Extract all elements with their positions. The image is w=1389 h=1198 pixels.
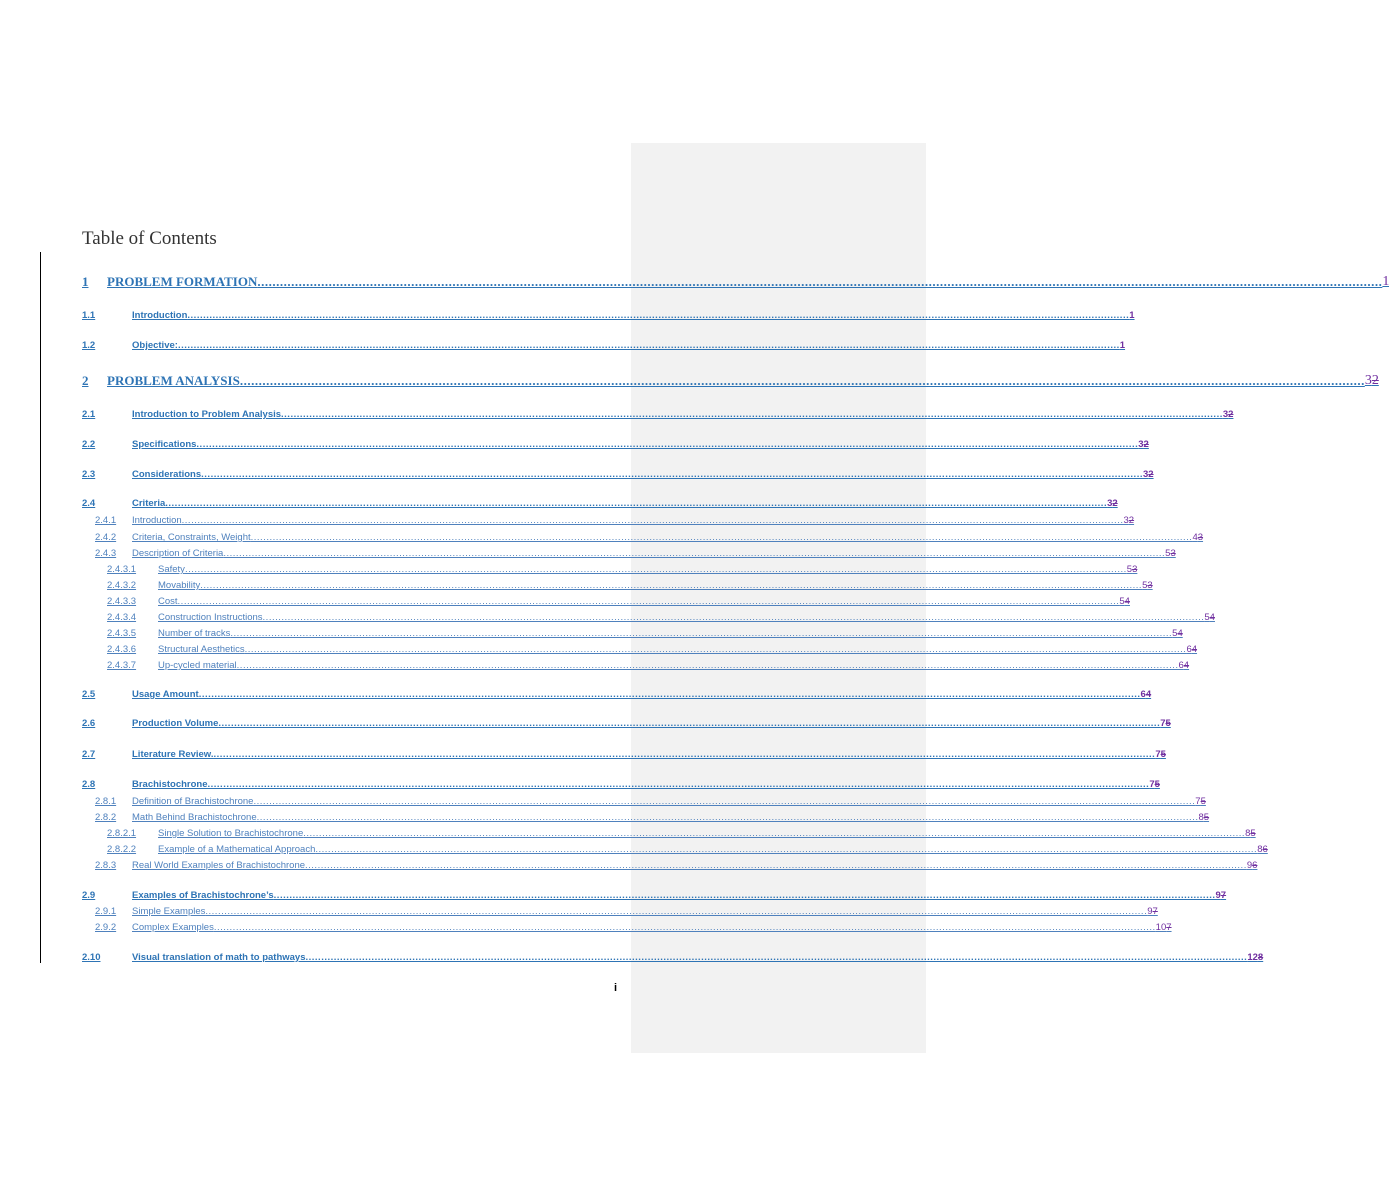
toc-dot-leader: ............................................................................................................................................................................................................................................................................................................	[236, 660, 1179, 671]
toc-entry-page	[1186, 644, 1197, 655]
toc-title: Table of Contents	[82, 228, 217, 249]
toc-entry-page	[1142, 580, 1153, 591]
toc-entry-number: 2.9.1	[95, 906, 117, 917]
toc-entry-label: Number of tracks	[158, 628, 231, 639]
toc-entry-page-deleted: 2	[1371, 373, 1379, 388]
toc-entry-page	[1127, 564, 1138, 575]
toc-entry-page-inserted: 1	[1382, 274, 1389, 289]
toc-entry-label: Criteria	[132, 498, 166, 509]
toc-entry-label: Construction Instructions	[158, 612, 263, 623]
toc-entry[interactable]	[82, 272, 1389, 290]
toc-entry[interactable]	[82, 917, 1172, 933]
toc-entry-label: Example of a Mathematical Approach	[158, 844, 316, 855]
toc-entry[interactable]	[82, 510, 1135, 526]
toc-entry[interactable]	[82, 839, 1268, 855]
toc-dot-leader: ............................................................................................................................................................................................................................................................................................................	[165, 498, 1108, 509]
toc-entry-page	[1149, 779, 1160, 790]
toc-entry-label: Up-cycled material	[158, 660, 237, 671]
toc-entry-label: Usage Amount	[132, 689, 199, 700]
toc-entry-number: 2.4.3	[95, 548, 117, 559]
toc-entry-page-deleted: 2	[1148, 469, 1154, 480]
toc-dot-leader: ............................................................................................................................................................................................................................................................................................................	[213, 922, 1156, 933]
toc-entry-number: 2.9	[82, 890, 96, 901]
toc-entry-number: 2.5	[82, 689, 96, 700]
toc-entry-number: 2.4	[82, 498, 96, 509]
toc-dot-leader: ............................................................................................................................................................................................................................................................................................................	[207, 779, 1150, 790]
toc-dot-leader: ............................................................................................................................................................................................................................................................................................................	[198, 689, 1141, 700]
toc-dot-leader: ............................................................................................................................................................................................................................................................................................................	[250, 532, 1193, 543]
toc-entry-page-deleted: 4	[1145, 689, 1152, 700]
toc-dot-leader: ............................................................................................................................................................................................................................................................................................................	[200, 580, 1143, 591]
toc-entry-page	[1257, 844, 1268, 855]
toc-entry-number: 2.4.3.2	[107, 580, 137, 591]
toc-entry-page-inserted: 5	[1119, 596, 1125, 607]
toc-entry[interactable]	[82, 947, 1264, 963]
toc-entry-page	[1365, 373, 1379, 389]
toc-dot-leader: ............................................................................................................................................................................................................................................................................................................	[205, 906, 1148, 917]
toc-entry-label: Safety	[158, 564, 185, 575]
toc-entry-number: 2.1	[82, 409, 96, 420]
toc-entry-page	[1172, 628, 1183, 639]
toc-entry-label: PROBLEM ANALYSIS	[107, 373, 240, 388]
toc-entry-label: Introduction	[132, 310, 188, 321]
toc-entry-page-inserted: 9	[1215, 890, 1221, 901]
toc-entry[interactable]	[82, 623, 1183, 639]
toc-entry-page-deleted: 6	[1262, 844, 1268, 855]
toc-entry-page	[1156, 922, 1172, 933]
toc-entry-page	[1192, 532, 1203, 543]
toc-entry-page	[1165, 548, 1176, 559]
toc-dot-leader: ............................................................................................................................................................................................................................................................................................................	[305, 860, 1247, 871]
toc-entry[interactable]	[82, 823, 1256, 839]
toc-entry-page	[1107, 498, 1118, 509]
toc-entry-number: 2.4.3.6	[107, 644, 137, 655]
toc-dot-leader: ............................................................................................................................................................................................................................................................................................................	[281, 409, 1223, 420]
toc-entry[interactable]	[82, 855, 1258, 871]
toc-entry-page	[1198, 812, 1209, 823]
toc-entry-page-inserted: 5	[1126, 564, 1133, 575]
toc-entry[interactable]	[82, 807, 1210, 823]
toc-entry-label: Production Volume	[132, 718, 219, 729]
toc-entry-page	[1143, 469, 1154, 480]
toc-entry-page-inserted: 12	[1247, 952, 1258, 963]
toc-entry-page-deleted: 3	[1170, 548, 1176, 559]
toc-entry-page	[1119, 596, 1130, 607]
toc-entry[interactable]	[82, 527, 1204, 543]
toc-entry-number: 2.10	[82, 952, 101, 963]
toc-entry-label: Considerations	[132, 469, 202, 480]
toc-entry[interactable]	[82, 493, 1118, 509]
toc-entry-page-inserted: 3	[1107, 498, 1113, 509]
toc-dot-leader: ............................................................................................................................................................................................................................................................................................................	[262, 612, 1205, 623]
toc-entry-page	[1120, 340, 1125, 351]
toc-entry-page-inserted: 6	[1140, 689, 1146, 700]
toc-entry-page-inserted: 8	[1245, 828, 1251, 839]
toc-entry-page-inserted: 7	[1149, 779, 1155, 790]
toc-entry-number: 2.4.1	[95, 515, 117, 526]
toc-entry-label: Real World Examples of Brachistochrone	[132, 860, 306, 871]
toc-entry-page	[1223, 409, 1234, 420]
toc-entry-number: 2.4.2	[95, 532, 117, 543]
toc-entry-label: Brachistochrone	[132, 779, 208, 790]
toc-entry-label: Simple Examples	[132, 906, 206, 917]
toc-entry-page-inserted: 3	[1222, 409, 1229, 420]
toc-dot-leader: ............................................................................................................................................................................................................................................................................................................	[177, 340, 1120, 351]
toc-entry-page-deleted: 2	[1143, 439, 1149, 450]
toc-entry[interactable]	[82, 885, 1227, 901]
toc-entry[interactable]	[82, 305, 1135, 321]
toc-entry-page-deleted: 3	[1197, 532, 1204, 543]
toc-entry-number: 2.6	[82, 718, 96, 729]
toc-entry-page-deleted: 4	[1124, 596, 1130, 607]
toc-entry-page-deleted: 7	[1166, 922, 1172, 933]
toc-entry-label: Introduction to Problem Analysis	[132, 409, 282, 420]
toc-dot-leader: ............................................................................................................................................................................................................................................................................................................	[196, 439, 1139, 450]
toc-entry-page	[1155, 749, 1166, 760]
toc-entry-page	[1247, 860, 1258, 871]
toc-entry[interactable]	[82, 744, 1166, 760]
toc-entry-page-inserted: 8	[1198, 812, 1204, 823]
toc-dot-leader: ............................................................................................................................................................................................................................................................................................................	[181, 515, 1124, 526]
toc-entry-page-inserted: 3	[1123, 515, 1129, 526]
toc-entry-number: 2.4.3.7	[107, 660, 137, 671]
toc-entry-page	[1382, 274, 1389, 290]
toc-entry-number: 2.8.2.2	[107, 844, 137, 855]
toc-entry[interactable]	[82, 639, 1198, 655]
toc-entry-label: Structural Aesthetics	[158, 644, 245, 655]
toc-entry-number: 1	[82, 274, 89, 289]
toc-entry-number: 2.2	[82, 439, 96, 450]
toc-dot-leader: ............................................................................................................................................................................................................................................................................................................	[257, 274, 1383, 289]
toc-entry-page-deleted: 8	[1257, 952, 1264, 963]
toc-entry-page-inserted: 4	[1192, 532, 1198, 543]
toc-dot-leader: ............................................................................................................................................................................................................................................................................................................	[244, 644, 1187, 655]
toc-entry-page-inserted: 10	[1155, 922, 1167, 933]
toc-entry[interactable]	[82, 335, 1126, 351]
toc-entry-label: Single Solution to Brachistochrone	[158, 828, 304, 839]
toc-entry-page-deleted: 5	[1154, 779, 1160, 790]
toc-dot-leader: ............................................................................................................................................................................................................................................................................................................	[315, 844, 1258, 855]
toc-entry-number: 2.3	[82, 469, 96, 480]
toc-entry-label: Description of Criteria	[132, 548, 224, 559]
toc-entry-page-deleted: 2	[1128, 515, 1135, 526]
toc-entry-page	[1141, 689, 1152, 700]
toc-entry-page-deleted: 4	[1191, 644, 1198, 655]
toc-entry-page-inserted: 5	[1142, 580, 1148, 591]
toc-entry[interactable]	[82, 591, 1130, 607]
toc-entry-number: 2.8.2.1	[107, 828, 137, 839]
toc-dot-leader: ............................................................................................................................................................................................................................................................................................................	[230, 628, 1173, 639]
toc-dot-leader: ............................................................................................................................................................................................................................................................................................................	[305, 952, 1248, 963]
toc-entry-page-deleted: 4	[1209, 612, 1215, 623]
toc-entry-number: 2.8.3	[95, 860, 117, 871]
toc-entry[interactable]	[82, 559, 1138, 575]
toc-entry[interactable]	[82, 774, 1160, 790]
toc-dot-leader: ............................................................................................................................................................................................................................................................................................................	[187, 310, 1130, 321]
toc-dot-leader: ............................................................................................................................................................................................................................................................................................................	[184, 564, 1127, 575]
page-number: i	[614, 982, 618, 994]
toc-entry-label: Visual translation of math to pathways	[132, 952, 306, 963]
toc-dot-leader: ............................................................................................................................................................................................................................................................................................................	[213, 749, 1156, 760]
toc-dot-leader: ............................................................................................................................................................................................................................................................................................................	[177, 596, 1120, 607]
toc-dot-leader: ............................................................................................................................................................................................................................................................................................................	[273, 890, 1216, 901]
toc-entry-page	[1179, 660, 1190, 671]
toc-entry[interactable]	[82, 464, 1154, 480]
toc-entry-number: 2.8.2	[95, 812, 117, 823]
toc-entry-page	[1138, 439, 1149, 450]
toc-entry-page	[1129, 310, 1134, 321]
toc-entry-page	[1147, 906, 1158, 917]
toc-entry[interactable]	[82, 607, 1215, 623]
toc-entry-page-inserted: 1	[1129, 310, 1135, 321]
toc-entry-label: Literature Review.	[132, 749, 214, 760]
toc-entry-page	[1195, 796, 1206, 807]
toc-entry[interactable]	[82, 371, 1379, 389]
toc-entry-number: 2.4.3.3	[107, 596, 137, 607]
toc-entry-page	[1123, 515, 1134, 526]
toc-entry-number: 2.4.3.1	[107, 564, 137, 575]
toc-entry-page-deleted: 5	[1250, 828, 1256, 839]
toc-entry-page-inserted: 3	[1138, 439, 1144, 450]
toc-entry-page-inserted: 7	[1160, 718, 1166, 729]
toc-entry-page-deleted: 5	[1160, 749, 1166, 760]
toc-entry-label: Complex Examples	[132, 922, 214, 933]
toc-entry[interactable]	[82, 434, 1149, 450]
toc-entry-number: 1.2	[82, 340, 96, 351]
toc-entry-page-deleted: 4	[1183, 660, 1190, 671]
toc-entry-label: Specifications	[132, 439, 197, 450]
toc-entry-page-inserted: 1	[1119, 340, 1126, 351]
toc-entry-page-deleted: 6	[1252, 860, 1258, 871]
toc-entry-page	[1216, 890, 1227, 901]
toc-entry-number: 2.8	[82, 779, 96, 790]
toc-entry-number: 2.8.1	[95, 796, 117, 807]
toc-dot-leader: ............................................................................................................................................................................................................................................................................................................	[239, 373, 1365, 388]
toc-entry-page-inserted: 9	[1246, 860, 1253, 871]
toc-entry[interactable]	[82, 404, 1234, 420]
toc-entry-page-deleted: 5	[1200, 796, 1206, 807]
toc-dot-leader: ............................................................................................................................................................................................................................................................................................................	[223, 548, 1166, 559]
toc-entry-page	[1204, 612, 1215, 623]
toc-entry-page-deleted: 4	[1177, 628, 1183, 639]
toc-dot-leader: ............................................................................................................................................................................................................................................................................................................	[253, 796, 1196, 807]
toc-entry-label: Movability	[158, 580, 201, 591]
toc-entry[interactable]	[82, 543, 1176, 559]
toc-entry-page-deleted: 2	[1228, 409, 1234, 420]
toc-entry[interactable]	[82, 791, 1206, 807]
toc-dot-leader: ............................................................................................................................................................................................................................................................................................................	[303, 828, 1246, 839]
toc-entry-number: 2.7	[82, 749, 96, 760]
toc-entry-number: 1.1	[82, 310, 96, 321]
toc-entry[interactable]	[82, 901, 1158, 917]
toc-dot-leader: ............................................................................................................................................................................................................................................................................................................	[218, 718, 1161, 729]
toc-entry-page-inserted: 6	[1186, 644, 1192, 655]
toc-entry-page-inserted: 7	[1195, 796, 1201, 807]
toc-entry-page-inserted: 5	[1204, 612, 1210, 623]
toc-entry-number: 2.4.3.4	[107, 612, 137, 623]
toc-entry-page-deleted: 2	[1112, 498, 1118, 509]
toc-entry[interactable]	[82, 655, 1190, 671]
toc-entry-number: 2.4.3.5	[107, 628, 137, 639]
toc-entry-page-deleted: 5	[1165, 718, 1171, 729]
toc-entry-label: Cost	[158, 596, 178, 607]
toc-entry-label: Introduction	[132, 515, 182, 526]
toc-entry[interactable]	[82, 713, 1171, 729]
toc-entry[interactable]	[82, 575, 1153, 591]
toc-entry-label: Definition of Brachistochrone	[132, 796, 254, 807]
toc-entry-page-deleted: 7	[1220, 890, 1227, 901]
toc-entry-page-inserted: 5	[1172, 628, 1178, 639]
toc-entry-label: PROBLEM FORMATION	[107, 274, 258, 289]
toc-entry-page-deleted: 5	[1203, 812, 1210, 823]
toc-entry-page-deleted: 7	[1152, 906, 1158, 917]
toc-entry-label: Math Behind Brachistochrone	[132, 812, 257, 823]
toc-entry-number: 2	[82, 373, 89, 388]
toc-entry[interactable]	[82, 684, 1152, 700]
toc-entry-label: Criteria, Constraints, Weight	[132, 532, 251, 543]
toc-entry-label: Objective:	[132, 340, 178, 351]
toc-entry-page-deleted: 3	[1132, 564, 1138, 575]
toc-entry-page	[1160, 718, 1171, 729]
toc-entry-page-inserted: 9	[1147, 906, 1153, 917]
toc-entry-page-inserted: 7	[1155, 749, 1161, 760]
toc-entry-page-deleted: 3	[1147, 580, 1153, 591]
toc-entry-page	[1245, 828, 1256, 839]
toc-entry-page-inserted: 8	[1257, 844, 1263, 855]
toc-entry-page	[1247, 952, 1263, 963]
toc-dot-leader: ............................................................................................................................................................................................................................................................................................................	[201, 469, 1143, 480]
toc-entry-page-inserted: 3	[1142, 469, 1149, 480]
toc-entry-page-inserted: 5	[1165, 548, 1171, 559]
toc-entry-page-inserted: 3	[1364, 373, 1372, 388]
toc-entry-number: 2.9.2	[95, 922, 117, 933]
toc-dot-leader: ............................................................................................................................................................................................................................................................................................................	[256, 812, 1199, 823]
toc-entry-page-inserted: 6	[1178, 660, 1184, 671]
toc-entry-label: Examples of Brachistochrone’s	[132, 890, 274, 901]
